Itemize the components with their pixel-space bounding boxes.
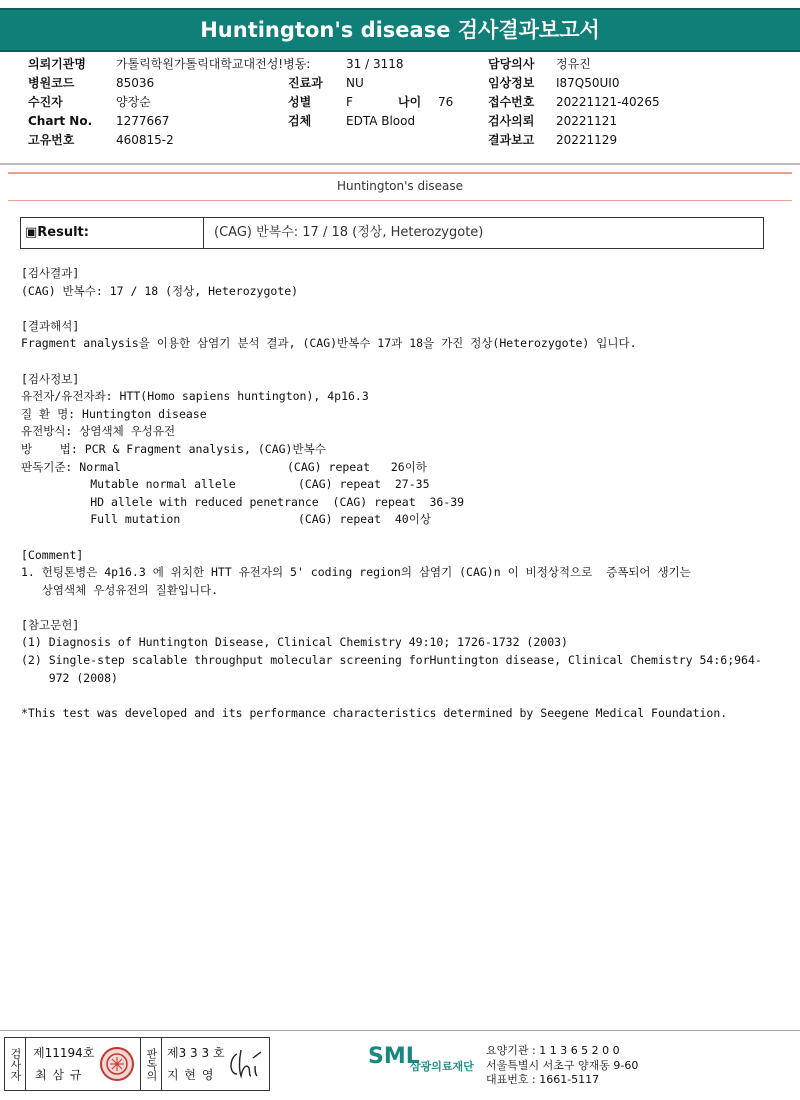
ward-value: 31 / 3118 (346, 57, 404, 71)
inspector-label: 검사자 (5, 1038, 26, 1090)
sml-logo: SML (368, 1044, 420, 1069)
inspector-number: 제11194호 (33, 1046, 95, 1060)
result-box (20, 217, 764, 249)
body-line: Mutable normal allele (CAG) repeat 27-35 (21, 477, 430, 492)
signature-icon (227, 1048, 263, 1080)
body-line: HD allele with reduced penetrance (CAG) repeat 36-39 (21, 494, 465, 509)
body-line: [결과해석] (21, 318, 80, 333)
inspector-name: 최 삼 규 (35, 1068, 83, 1082)
body-line: 972 (2008) (21, 670, 118, 685)
header-row: 진료과 NU (288, 76, 364, 90)
body-line: [검사정보] (21, 371, 80, 386)
divider (8, 172, 792, 174)
divider (8, 200, 792, 201)
report-body (21, 265, 791, 722)
body-line: 1. 헌팅톤병은 4p16.3 에 위치한 HTT 유전자의 5' coding region의 삼염기 (CAG)n 이 비정상적으로 증폭되어 생기는 (21, 565, 691, 580)
body-line: [검사결과] (21, 266, 80, 280)
result-value: (CAG) 반복수: 17 / 18 (정상, Heterozygote) (214, 225, 484, 240)
body-line (21, 529, 791, 547)
body-line: *This test was developed and its performance characteristics determined by Seegene Medical Foundation. (21, 705, 728, 720)
header-col1 (28, 55, 310, 150)
body-line (21, 687, 791, 705)
body-line: 질 환 명: Huntington disease (21, 406, 207, 421)
header-row: 검사의뢰 20221121 (488, 114, 618, 128)
body-line: 유전자/유전자좌: HTT(Homo sapiens huntington), 4p16.3 (21, 389, 369, 404)
body-line: Fragment analysis을 이용한 삼염기 분석 결과, (CAG)반복수 17과 18을 가진 정상(Heterozygote) 입니다. (21, 336, 637, 351)
signature-box (4, 1037, 270, 1091)
header-row: 고유번호 460815-2 (28, 133, 174, 147)
reviewer-number: 제3 3 3 호 (167, 1046, 225, 1060)
header-row: Chart No. 1277667 (28, 114, 170, 128)
body-line: [참고문헌] (21, 617, 80, 632)
org-name: 삼광의료재단 (410, 1060, 474, 1073)
header-row: 검체 EDTA Blood (288, 114, 416, 128)
reviewer-name: 지 현 영 (167, 1068, 215, 1082)
body-line (21, 353, 791, 371)
body-line: 유전방식: 상염색체 우성유전 (21, 424, 176, 439)
body-line: Full mutation (CAG) repeat 40이상 (21, 512, 431, 527)
header-row: 의뢰기관명 가톨릭학원가톨릭대학교대전성!병동: (28, 57, 311, 71)
header-col3 (488, 55, 660, 150)
report-title: Huntington's disease 검사결과보고서 (0, 8, 800, 52)
body-line (21, 300, 791, 318)
body-line: (2) Single-step scalable throughput molecular screening forHuntington disease, Clinical Chemistry 54:6;964- (21, 653, 762, 668)
body-line: (CAG) 반복수: 17 / 18 (정상, Heterozygote) (21, 283, 299, 298)
seal-icon (99, 1046, 135, 1082)
contact-line: 요양기관 : 1 1 3 6 5 2 0 0 (486, 1044, 620, 1057)
header-row: 접수번호 20221121-40265 (488, 95, 660, 109)
contact-line: 대표번호 : 1661-5117 (486, 1073, 600, 1086)
header-row: 성별 F 나이 76 (288, 95, 454, 109)
body-line: 방 법: PCR & Fragment analysis, (CAG)반복수 (21, 441, 326, 456)
result-label: ▣Result: (21, 218, 204, 248)
body-line: [Comment] (21, 547, 84, 562)
header-row: 병원코드 85036 (28, 76, 155, 90)
header-row: 담당의사 정유진 (488, 57, 591, 71)
body-line (21, 599, 791, 617)
header-row: 결과보고 20221129 (488, 133, 618, 147)
body-line: 판독기준: Normal (CAG) repeat 26이하 (21, 459, 427, 474)
divider (0, 163, 800, 165)
header-col2 (288, 74, 453, 131)
reviewer-label: 판독의 (140, 1038, 162, 1090)
contact-info (486, 1044, 638, 1088)
contact-line: 서울특별시 서초구 양재동 9-60 (486, 1058, 639, 1072)
divider (0, 1030, 800, 1031)
header-row: 임상정보 I87Q50UI0 (488, 76, 620, 90)
body-line: (1) Diagnosis of Huntington Disease, Clinical Chemistry 49:10; 1726-1732 (2003) (21, 635, 568, 650)
section-subtitle: Huntington's disease (336, 179, 464, 193)
body-line: 상염색체 우성유전의 질환입니다. (21, 582, 219, 597)
header-row: 수진자 양장순 (28, 95, 151, 109)
